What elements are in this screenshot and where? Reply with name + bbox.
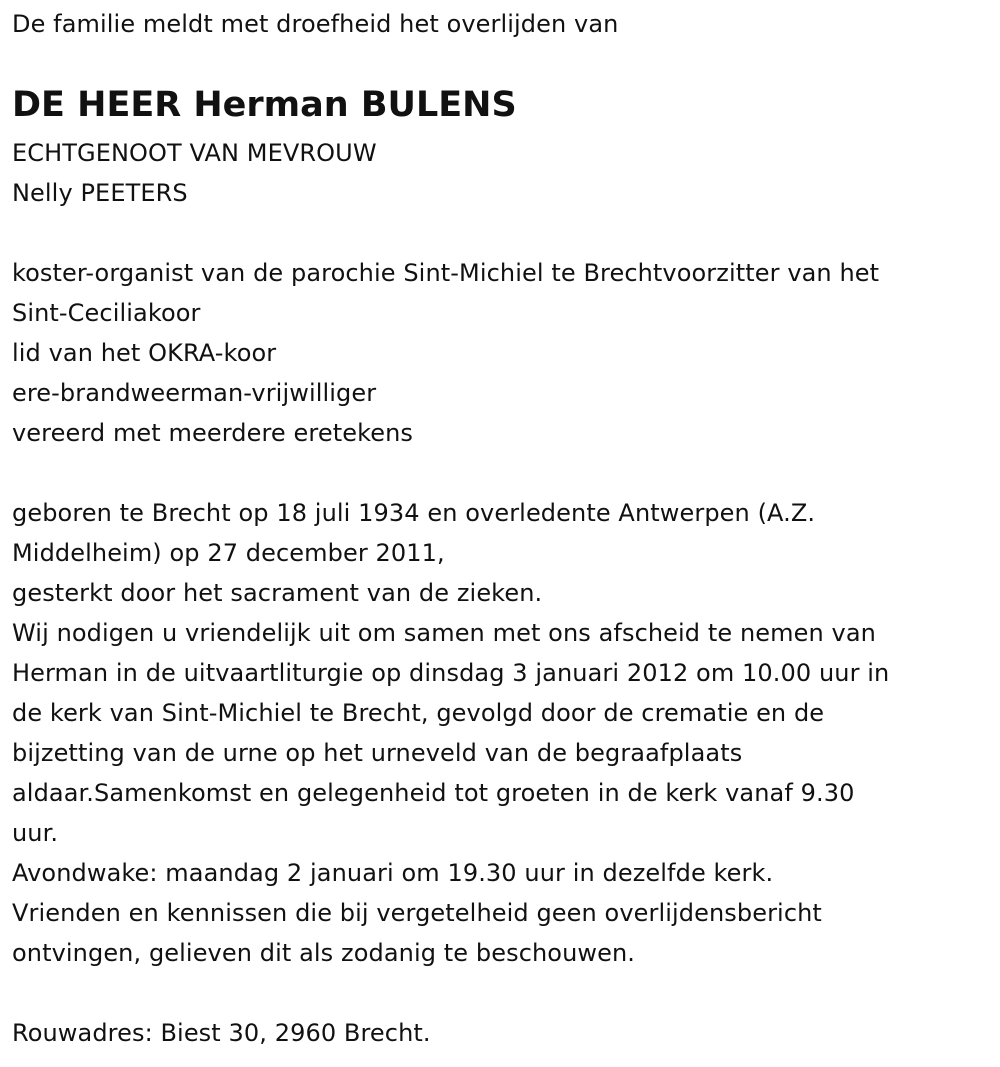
detail-line: Herman in de uitvaartliturgie op dinsdag 3 januari 2012 om 10.00 uur in — [12, 659, 890, 687]
detail-line: ontvingen, gelieven dit als zodanig te beschouwen. — [12, 939, 636, 967]
detail-line: Vrienden en kennissen die bij vergetelheid geen overlijdensbericht — [12, 899, 822, 927]
details-block — [12, 493, 889, 973]
detail-line: Middelheim) op 27 december 2011, — [12, 539, 445, 567]
roles-block — [12, 253, 879, 453]
spouse-line: Nelly PEETERS — [12, 179, 188, 207]
detail-line: geboren te Brecht op 18 juli 1934 en overledente Antwerpen (A.Z. — [12, 499, 816, 527]
detail-line: uur. — [12, 819, 59, 847]
spouse-line: ECHTGENOOT VAN MEVROUW — [12, 139, 377, 167]
detail-line: Wij nodigen u vriendelijk uit om samen met ons afscheid te nemen van — [12, 619, 876, 647]
detail-line: bijzetting van de urne op het urneveld van de begraafplaats — [12, 739, 743, 767]
funeral-address: Rouwadres: Biest 30, 2960 Brecht. — [12, 1019, 431, 1047]
role-line: ere-brandweerman-vrijwilliger — [12, 379, 377, 407]
role-line: vereerd met meerdere eretekens — [12, 419, 413, 447]
intro-text: De familie meldt met droefheid het overlijden van — [12, 10, 619, 38]
detail-line: gesterkt door het sacrament van de zieken. — [12, 579, 543, 607]
role-line: koster-organist van de parochie Sint-Michiel te Brechtvoorzitter van het — [12, 259, 880, 287]
detail-line: aldaar.Samenkomst en gelegenheid tot groeten in de kerk vanaf 9.30 — [12, 779, 855, 807]
deceased-name: DE HEER Herman BULENS — [12, 85, 517, 125]
detail-line: de kerk van Sint-Michiel te Brecht, gevolgd door de crematie en de — [12, 699, 825, 727]
spouse-block — [12, 133, 377, 213]
detail-line: Avondwake: maandag 2 januari om 19.30 uur in dezelfde kerk. — [12, 859, 774, 887]
role-line: lid van het OKRA-koor — [12, 339, 277, 367]
role-line: Sint-Ceciliakoor — [12, 299, 201, 327]
